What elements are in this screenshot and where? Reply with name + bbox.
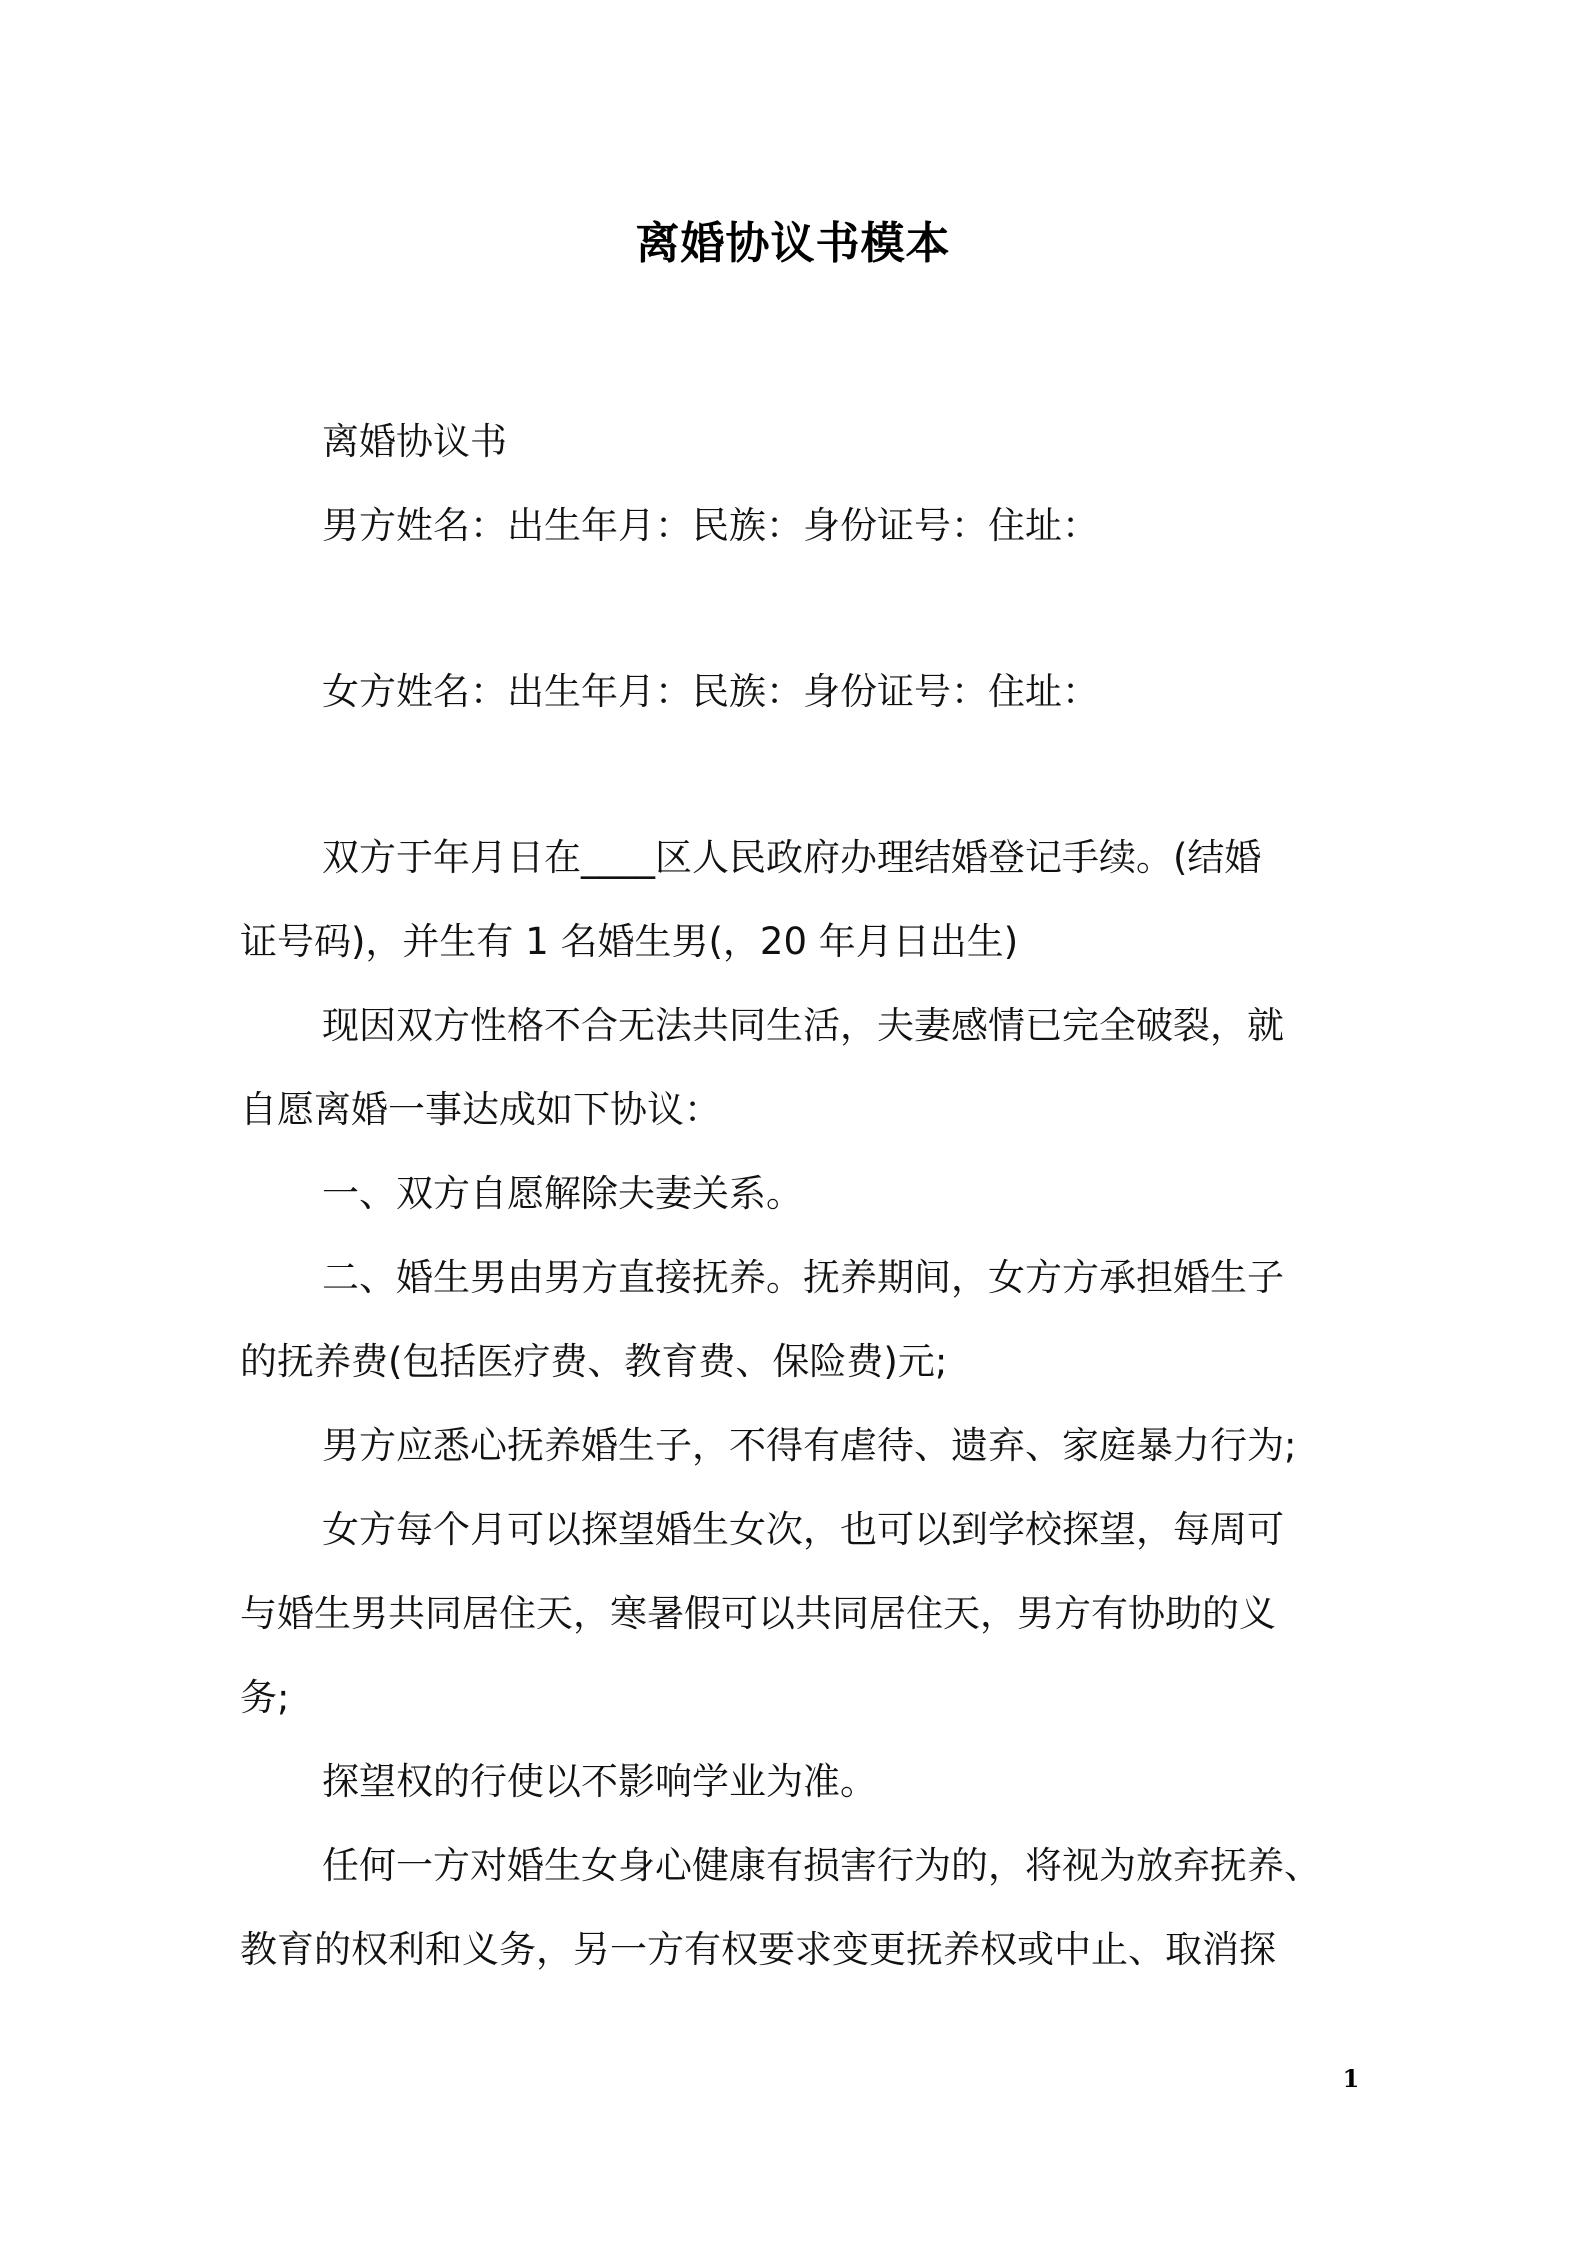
- visitation-paragraph: 女方每个月可以探望婚生女次，也可以到学校探望，每周可: [322, 1508, 1284, 1551]
- male-obligation-paragraph: 男方应悉心抚养婚生子，不得有虐待、遗弃、家庭暴力行为;: [322, 1424, 1297, 1467]
- page-number: 1: [1342, 2064, 1360, 2093]
- divorce-reason-paragraph: 现因双方性格不合无法共同生活，夫妻感情已完全破裂，就: [322, 1004, 1284, 1047]
- clause-two-cont: 的抚养费(包括医疗费、教育费、保险费)元;: [240, 1340, 948, 1383]
- agreement-heading: 离婚协议书: [322, 420, 507, 463]
- female-party-info: 女方姓名：出生年月：民族：身份证号：住址：: [322, 670, 1099, 713]
- marriage-registration-paragraph: 双方于年月日在____区人民政府办理结婚登记手续。(结婚: [322, 836, 1262, 879]
- document-body: [240, 400, 1360, 1992]
- divorce-reason-paragraph-cont: 自愿离婚一事达成如下协议：: [240, 1088, 721, 1131]
- visitation-paragraph-cont: 与婚生男共同居住天，寒暑假可以共同居住天，男方有协助的义: [240, 1592, 1276, 1635]
- clause-two: 二、婚生男由男方直接抚养。抚养期间，女方方承担婚生子: [322, 1256, 1284, 1299]
- visitation-limit-paragraph: 探望权的行使以不影响学业为准。: [322, 1760, 877, 1803]
- clause-one: 一、双方自愿解除夫妻关系。: [322, 1172, 803, 1215]
- custody-change-paragraph-cont: 教育的权利和义务，另一方有权要求变更抚养权或中止、取消探: [240, 1928, 1276, 1971]
- male-party-info: 男方姓名：出生年月：民族：身份证号：住址：: [322, 504, 1099, 547]
- custody-change-paragraph: 任何一方对婚生女身心健康有损害行为的，将视为放弃抚养、: [322, 1844, 1321, 1887]
- document-title: 离婚协议书模本: [635, 218, 951, 269]
- visitation-paragraph-end: 务;: [240, 1676, 290, 1719]
- marriage-registration-paragraph-cont: 证号码)，并生有 1 名婚生男(，20 年月日出生): [240, 920, 1019, 963]
